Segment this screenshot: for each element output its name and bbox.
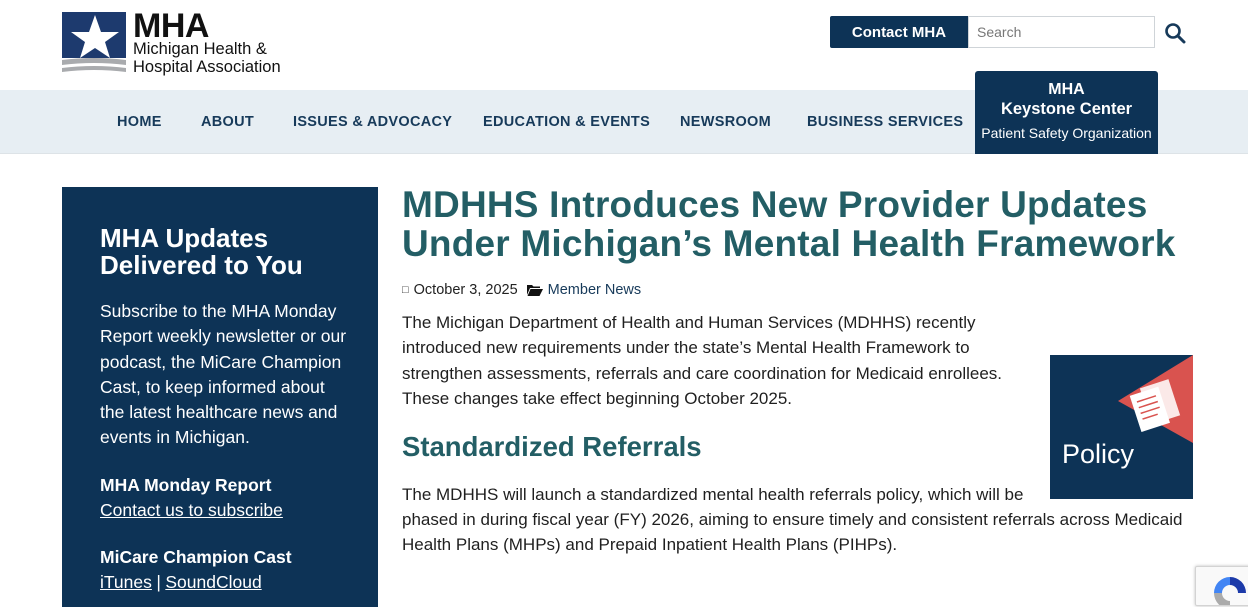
nav-about[interactable]: ABOUT bbox=[201, 114, 255, 130]
section-text-rest: phased in during fiscal year (FY) 2026, aiming to ensure timely and consistent referrals across Medicaid Health Plans (MHPs) and Prepaid Inpatient Health Plans (PIHPs). bbox=[402, 510, 1183, 555]
sidebar-description: Subscribe to the MHA Monday Report weekly newsletter or our podcast, the MiCare Champion Cast, to keep informed about the latest healthcare news and events in Michigan. bbox=[100, 301, 347, 448]
nav-issues-advocacy[interactable]: ISSUES & ADVOCACY bbox=[293, 114, 453, 130]
article-intro: The Michigan Department of Health and Human Services (MDHHS) recently introduced new requirements under the state’s Mental Health Framework to strengthen assessments, referrals and care coordination for Medicaid enrollees. These changes take effect beginning October 2025. bbox=[402, 313, 1003, 409]
article-meta bbox=[402, 282, 1202, 298]
category-link[interactable]: Member News bbox=[547, 282, 642, 298]
keystone-center-button[interactable] bbox=[975, 71, 1158, 154]
folder-open-icon bbox=[527, 284, 543, 296]
calendar-icon: □ bbox=[402, 284, 409, 296]
nav-home[interactable]: HOME bbox=[117, 114, 162, 130]
policy-image bbox=[1050, 355, 1193, 499]
keystone-line1: MHA bbox=[1048, 81, 1085, 98]
search-button[interactable] bbox=[1162, 20, 1188, 46]
updates-sidebar bbox=[62, 187, 378, 607]
nav-newsroom[interactable]: NEWSROOM bbox=[680, 114, 772, 130]
podcast-heading: MiCare Champion Cast bbox=[100, 546, 292, 567]
section-text-line1: The MDHHS will launch a standardized mental health referrals policy, which will be bbox=[402, 484, 1024, 504]
logo-line2: Hospital Association bbox=[133, 58, 281, 76]
star-logo-icon bbox=[62, 12, 126, 76]
subscribe-link[interactable]: Contact us to subscribe bbox=[100, 499, 283, 520]
keystone-line3: Patient Safety Organization bbox=[981, 125, 1152, 141]
policy-label: Policy bbox=[1062, 439, 1135, 469]
itunes-link[interactable]: iTunes bbox=[100, 571, 152, 592]
section-heading: Standardized Referrals bbox=[402, 430, 702, 462]
contact-mha-button[interactable]: Contact MHA bbox=[830, 16, 968, 48]
article-date: October 3, 2025 bbox=[413, 282, 518, 298]
soundcloud-link[interactable]: SoundCloud bbox=[165, 571, 262, 592]
link-separator: | bbox=[156, 571, 161, 592]
recaptcha-badge[interactable] bbox=[1195, 566, 1248, 606]
monday-report-heading: MHA Monday Report bbox=[100, 474, 272, 495]
search-input[interactable] bbox=[968, 16, 1155, 48]
nav-education-events[interactable]: EDUCATION & EVENTS bbox=[483, 114, 651, 130]
keystone-line2: Keystone Center bbox=[1000, 100, 1133, 118]
documents-icon bbox=[1050, 355, 1193, 499]
logo-line1: Michigan Health & bbox=[133, 40, 267, 58]
sidebar-title: MHA Updates Delivered to You bbox=[100, 223, 303, 280]
magnifier-icon bbox=[1164, 22, 1186, 44]
article-title: MDHHS Introduces New Provider Updates Under Michigan’s Mental Health Framework bbox=[402, 184, 1176, 264]
logo-abbr: MHA bbox=[133, 7, 209, 45]
mha-logo[interactable] bbox=[62, 7, 292, 77]
recaptcha-icon bbox=[1210, 573, 1248, 606]
nav-business-services[interactable]: BUSINESS SERVICES bbox=[807, 114, 964, 130]
